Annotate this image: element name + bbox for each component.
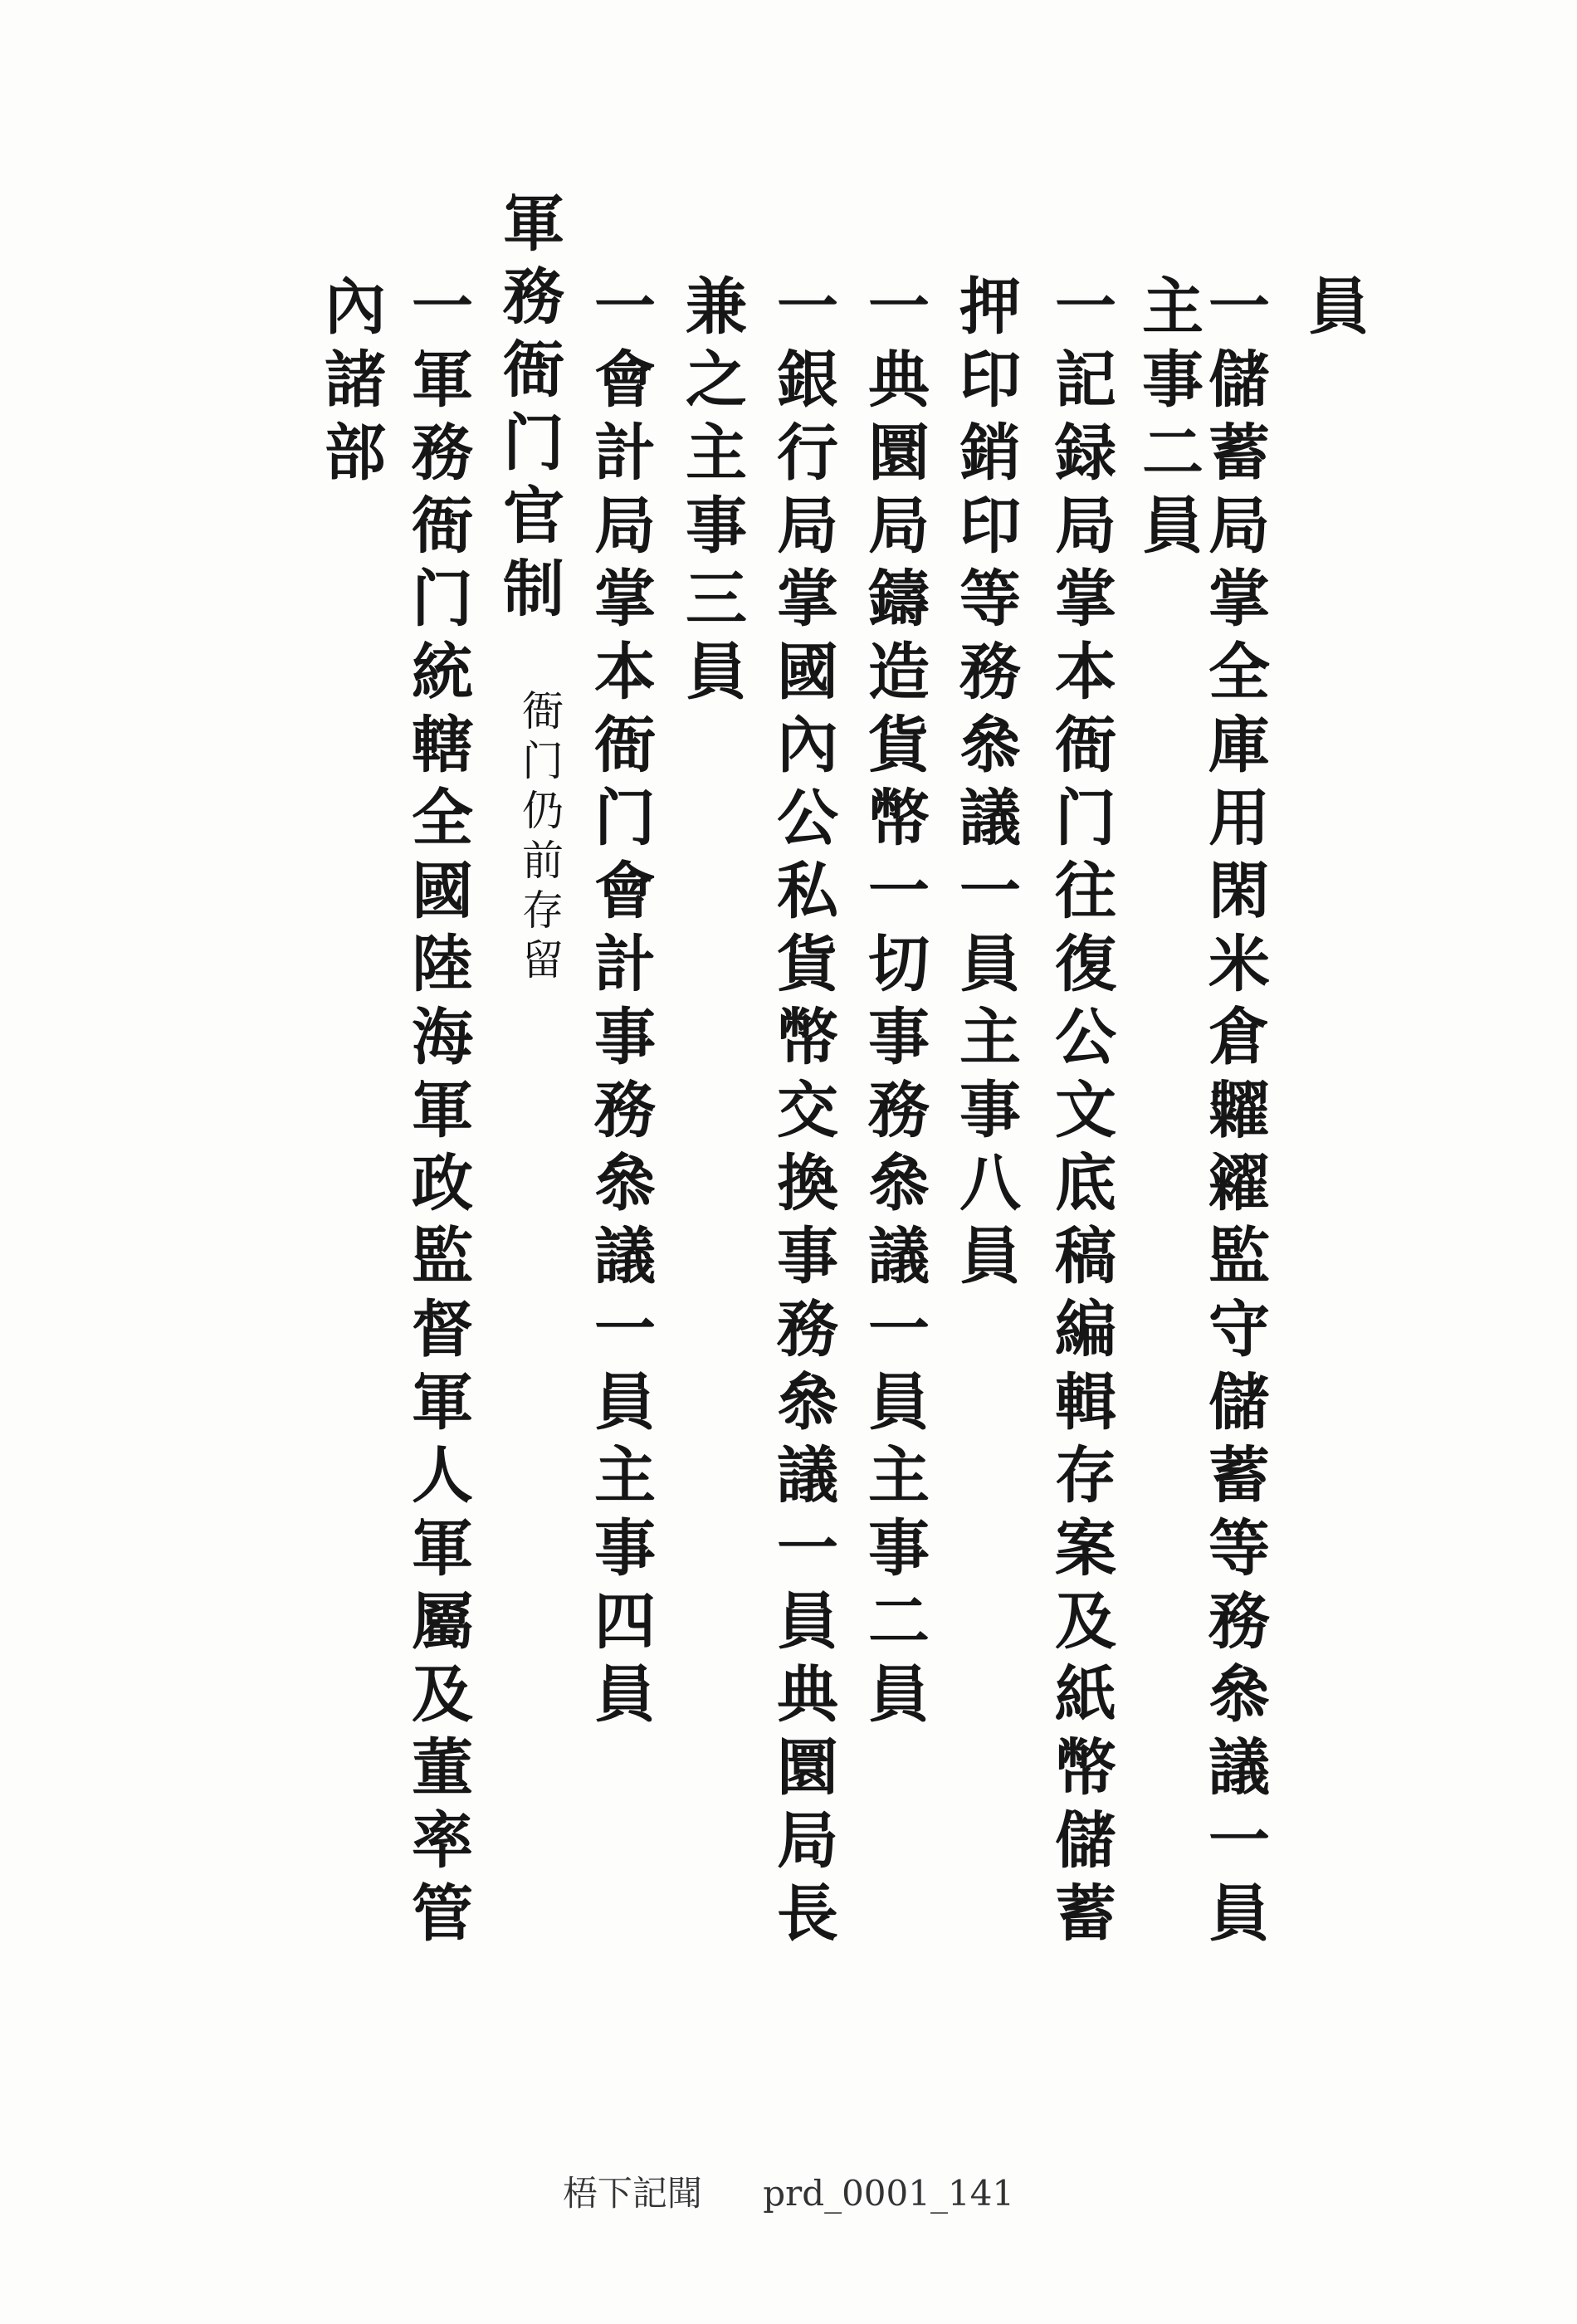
page-footer [0,2166,1577,2216]
text-column-2: 一儲蓄局掌全庫用閑米倉糶糴監守儲蓄等務叅議一員 [1199,274,1270,1954]
text-column-8: 兼之主事三員 [676,274,747,712]
text-column-9: 一會計局掌本衙门會計事務叅議一員主事四員 [584,274,656,1735]
text-column-11: 一軍務衙门統轄全國陸海軍政監督軍人軍屬及董率管 [402,274,473,1954]
text-column-12: 內諸部 [315,274,386,493]
text-column-6: 一典圜局鑄造貨幣一切事務叅議一員主事二員 [858,274,930,1735]
footer-page-id: prd_0001_141 [763,2173,1015,2214]
text-column-4: 一記録局掌本衙门往復公文底稿編輯存案及紙幣儲蓄 [1045,274,1116,1954]
text-column-3: 主事二員 [1132,274,1204,566]
text-column-note: 衙门仍前存留 [515,689,564,988]
text-column-1: 員 [1298,274,1370,347]
text-column-5: 押印銷印等務叅議一員主事八員 [950,274,1021,1296]
footer-title: 梧下記聞 [562,2173,702,2214]
text-column-10: 軍務衙门官制 [493,191,564,629]
text-column-7: 一銀行局掌國內公私貨幣交換事務叅議一員典圜局長 [767,274,838,1954]
